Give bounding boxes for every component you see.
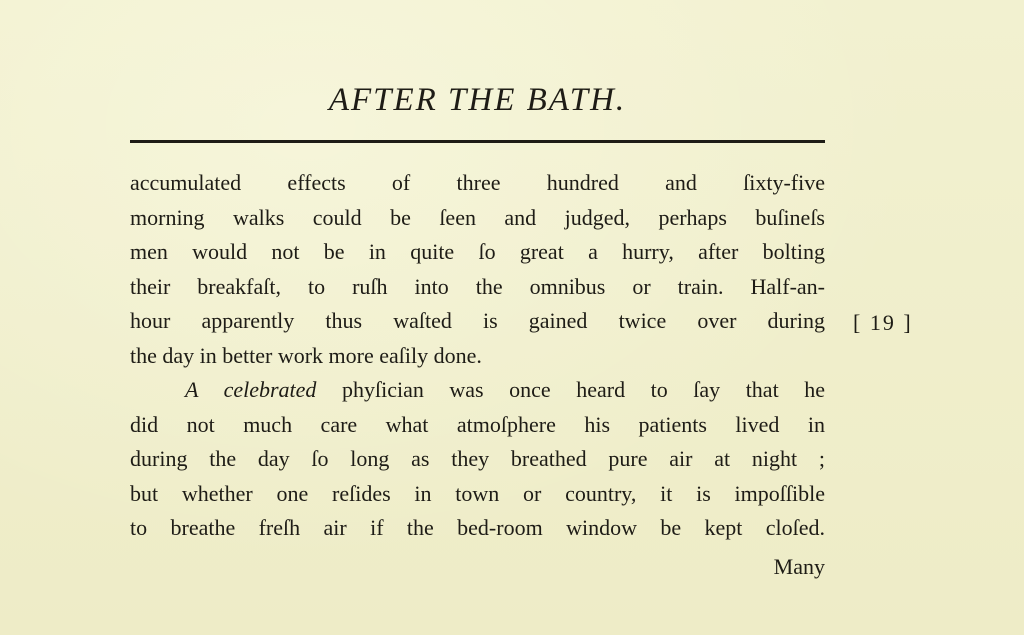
text-line: hour apparently thus waſted is gained twice over during <box>130 308 825 333</box>
body-text <box>130 166 825 546</box>
text-line: accumulated effects of three hundred and ſixty-five <box>130 170 825 195</box>
text-line: during the day ſo long as they breathed pure air at night ; <box>130 446 825 471</box>
paragraph-first-line <box>130 373 825 408</box>
header-rule <box>130 140 825 143</box>
text-line: their breakfaſt, to ruſh into the omnibus or train. Half-an- <box>130 273 825 299</box>
italic-lead: A celebrated <box>185 377 317 402</box>
first-line-rest: phyſician was once heard to ſay that he <box>316 377 825 402</box>
text-line: did not much care what atmoſphere his patients lived in <box>130 411 825 437</box>
text-line: men would not be in quite ſo great a hurry, after bolting <box>130 239 825 264</box>
catchword: Many <box>773 554 825 579</box>
text-line: but whether one reſides in town or country, it is impoſſible <box>130 480 825 506</box>
running-head: AFTER THE BATH. <box>328 82 627 118</box>
page-number: [ 19 ] <box>853 310 913 335</box>
text-line: the day in better work more eaſily done. <box>130 342 482 368</box>
text-line: morning walks could be ſeen and judged, perhaps buſineſs <box>130 204 825 230</box>
text-line: to breathe freſh air if the bed-room window be kept cloſed. <box>130 515 825 540</box>
